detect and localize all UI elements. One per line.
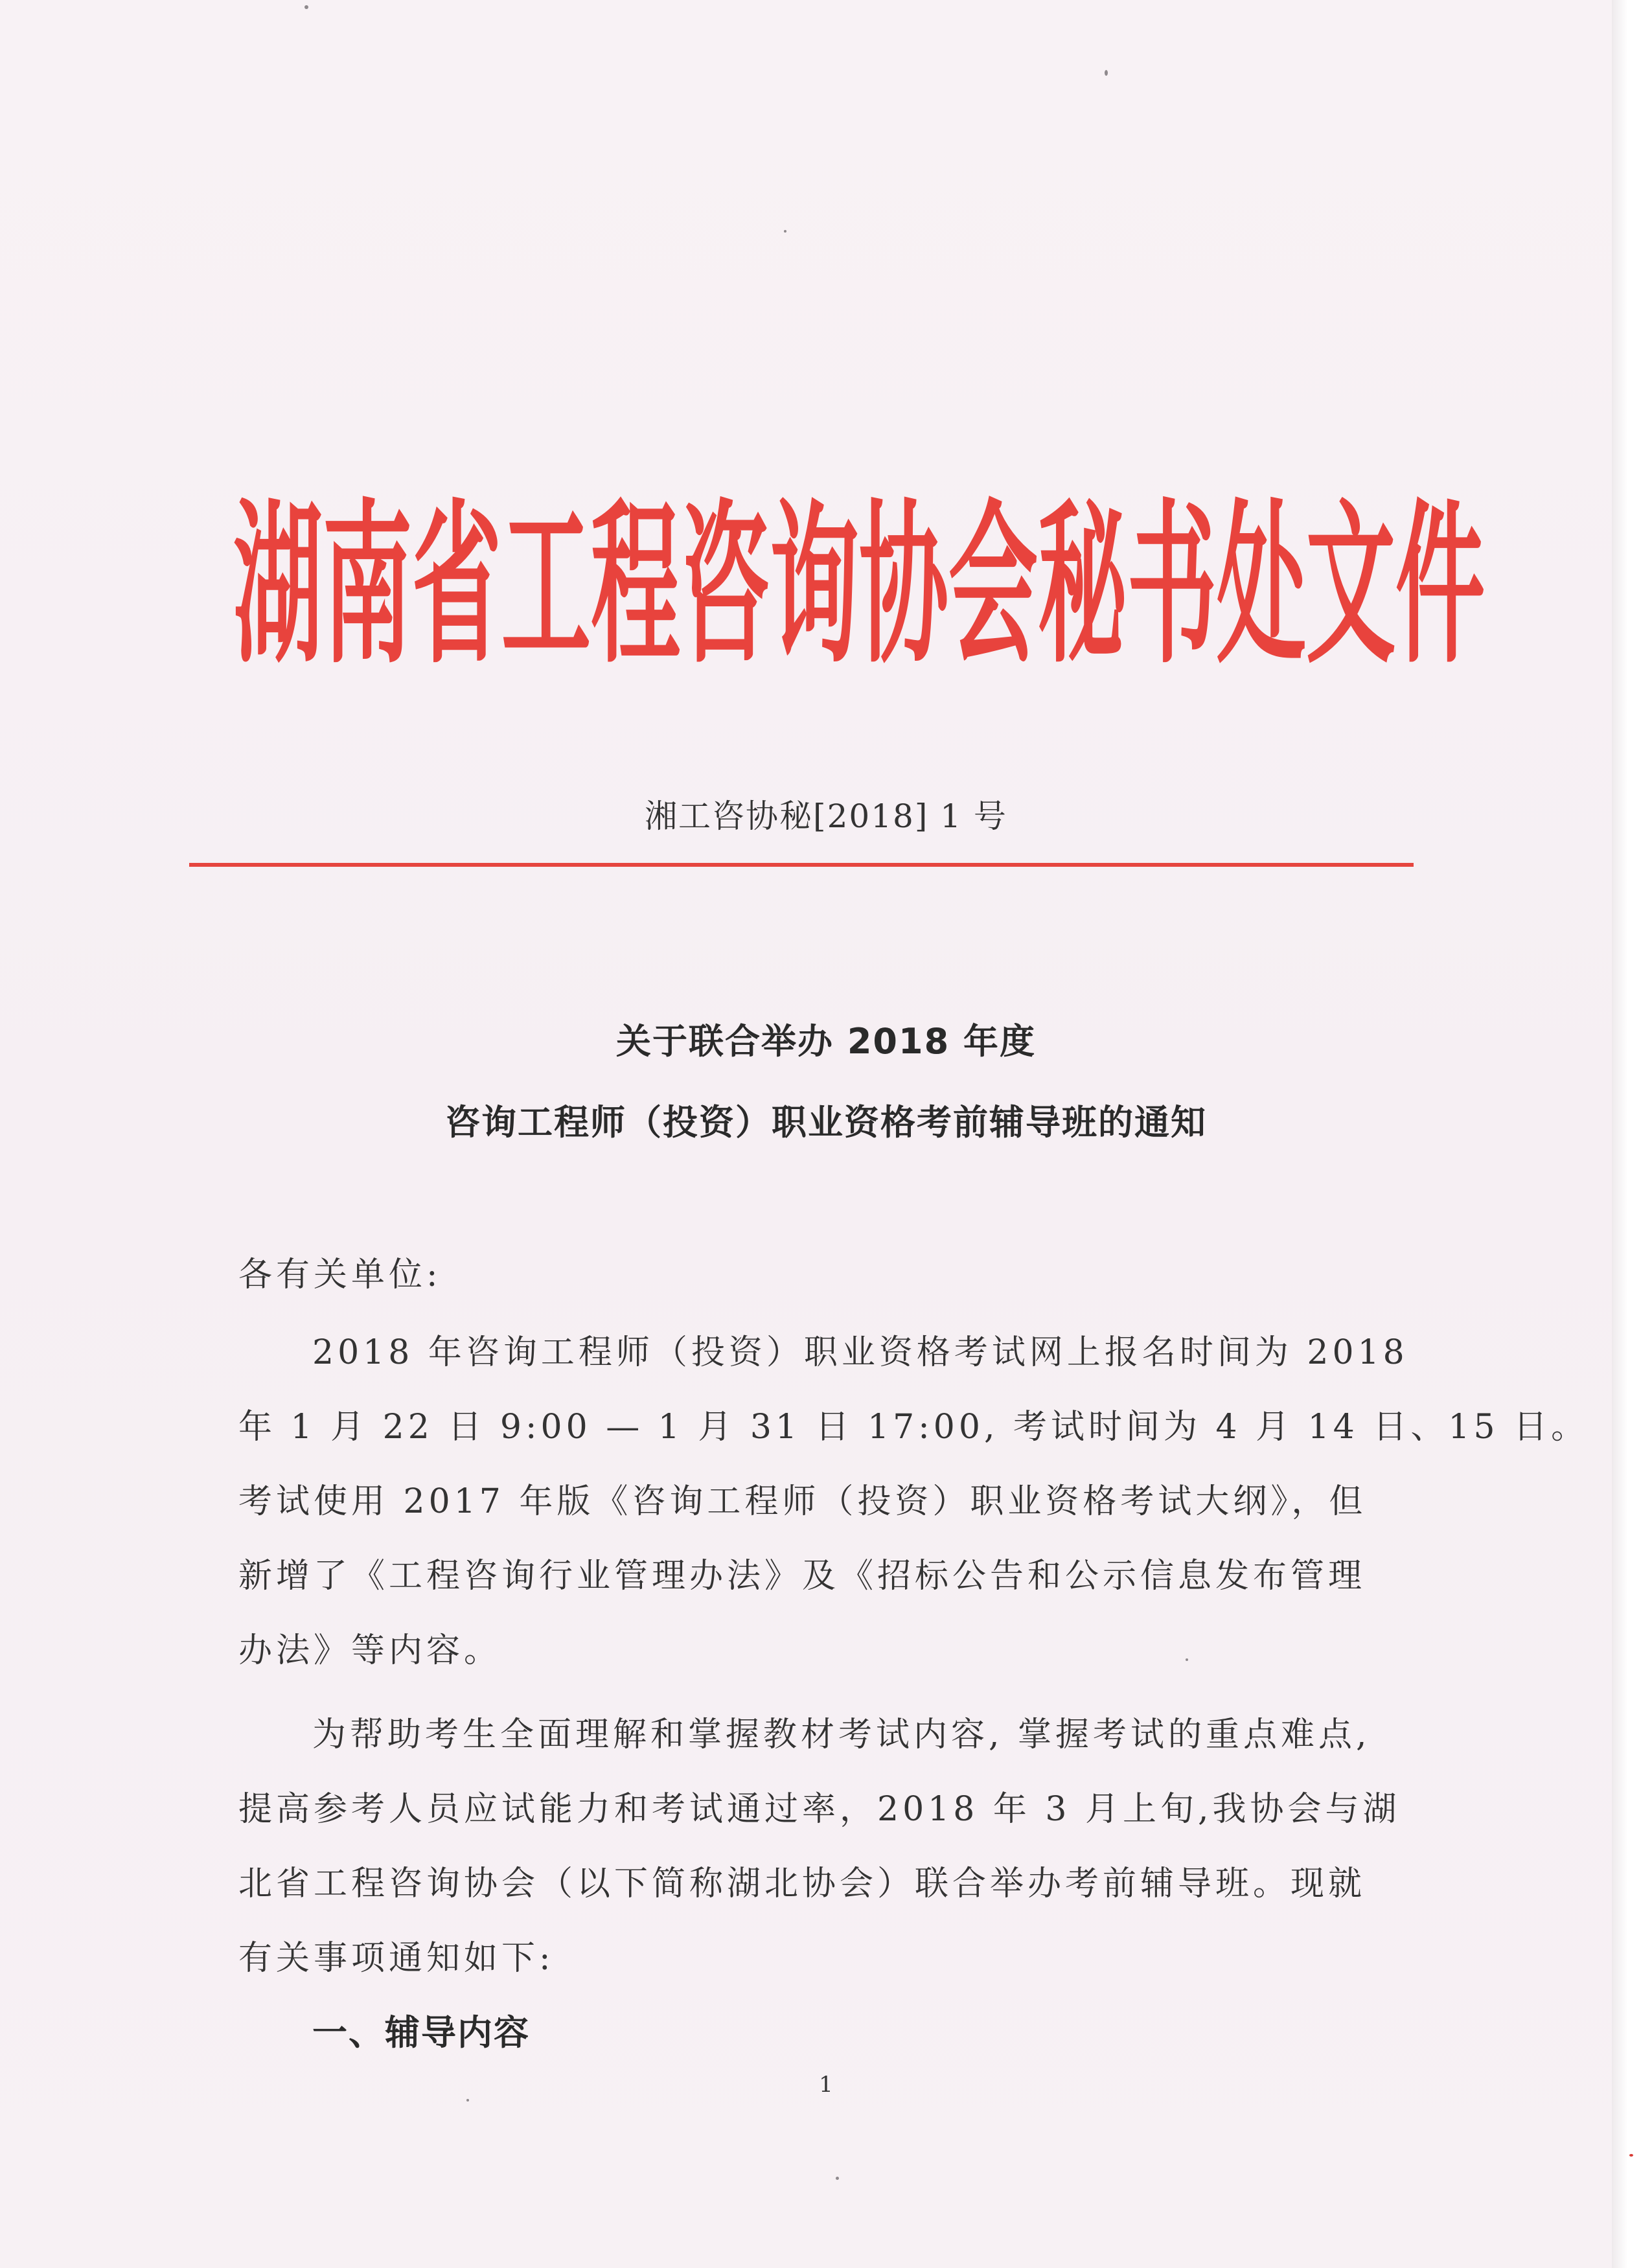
paragraph-1-line-3: 考试使用 2017 年版《咨询工程师（投资）职业资格考试大纲》，但 — [238, 1482, 1367, 1521]
paragraph-1-line-1: 2018 年咨询工程师（投资）职业资格考试网上报名时间为 2018 — [312, 1333, 1408, 1372]
paragraph-1-line-5: 办法》等内容。 — [238, 1631, 502, 1670]
scan-speck — [304, 5, 308, 9]
page-number: 1 — [819, 2072, 833, 2098]
scan-speck — [1186, 1658, 1188, 1661]
paragraph-2-line-3: 北省工程咨询协会（以下简称湖北协会）联合举办考前辅导班。现就 — [238, 1864, 1366, 1903]
notice-title-line-1: 关于联合举办 2018 年度 — [616, 1021, 1036, 1062]
org-header-title: 湖南省工程咨询协会秘书处文件 — [233, 484, 1486, 687]
paragraph-2-line-1: 为帮助考生全面理解和掌握教材考试内容, 掌握考试的重点难点, — [312, 1715, 1371, 1754]
scan-speck — [836, 2177, 839, 2180]
paragraph-1-line-4: 新增了《工程咨询行业管理办法》及《招标公告和公示信息发布管理 — [238, 1557, 1366, 1596]
scan-speck — [1105, 70, 1108, 76]
paragraph-1-line-2: 年 1 月 22 日 9:00 — 1 月 31 日 17:00, 考试时间为 4 月 14 日、15 日。 — [238, 1408, 1589, 1447]
section-1-heading: 一、辅导内容 — [312, 2012, 530, 2053]
document-number: 湘工咨协秘[2018] 1 号 — [645, 797, 1007, 835]
scan-speck — [1629, 2154, 1633, 2157]
paragraph-2-line-4: 有关事项通知如下: — [238, 1939, 555, 1978]
paragraph-2-line-2: 提高参考人员应试能力和考试通过率，2018 年 3 月上旬,我协会与湖 — [238, 1790, 1401, 1829]
salutation: 各有关单位: — [238, 1255, 442, 1294]
scan-speck — [784, 230, 786, 233]
header-divider — [189, 863, 1414, 867]
notice-title-line-2: 咨询工程师（投资）职业资格考前辅导班的通知 — [445, 1102, 1207, 1143]
scan-speck — [466, 2099, 469, 2102]
